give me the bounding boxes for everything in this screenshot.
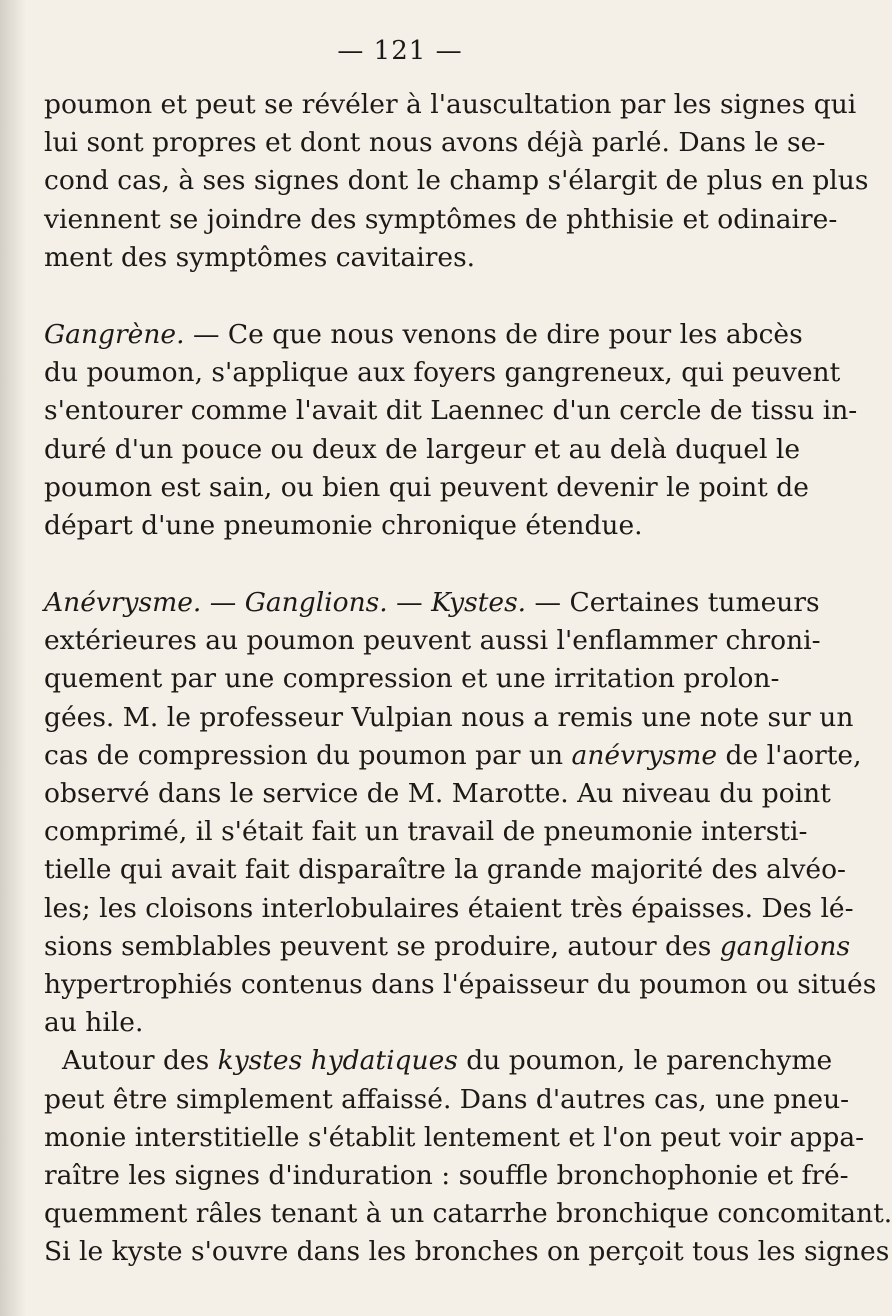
text-line	[44, 737, 862, 775]
text-run: —	[201, 587, 245, 619]
page-number: — 121 —	[337, 36, 463, 66]
text-line: comprimé, il s'était fait un travail de pneumonie intersti-	[44, 816, 808, 848]
section-heading-gangrene: Gangrène.	[44, 318, 185, 350]
text-line: cond cas, à ses signes dont le champ s'élargit de plus en plus	[44, 165, 869, 197]
text-line	[44, 928, 851, 966]
text-line	[44, 1042, 833, 1080]
text-line	[44, 316, 803, 354]
paragraph-gap	[44, 277, 766, 316]
text-run: Autour des	[62, 1045, 218, 1077]
paragraph-anevrysme	[44, 584, 877, 1042]
text-line: quemment râles tenant à un catarrhe bronchique concomitant.	[44, 1198, 892, 1230]
text-run: du poumon, le parenchyme	[457, 1045, 833, 1077]
body-text	[44, 86, 892, 1271]
section-heading-ganglions: Ganglions.	[244, 587, 388, 619]
text-line: départ d'une pneumonie chronique étendue.	[44, 509, 643, 541]
paragraph-kystes-hydatiques	[44, 1042, 892, 1271]
text-line: raître les signes d'induration : souffle bronchophonie et fré-	[44, 1159, 849, 1191]
binding-shadow	[0, 0, 26, 1316]
emphasis-kystes-hydatiques: kystes hydatiques	[217, 1045, 458, 1077]
text-line	[44, 584, 820, 622]
section-heading-anevrysme: Anévrysme.	[44, 587, 202, 619]
text-line: hypertrophiés contenus dans l'épaisseur du poumon ou situés	[44, 968, 877, 1000]
text-run: —	[387, 587, 432, 619]
text-line: poumon est sain, ou bien qui peuvent devenir le point de	[44, 471, 809, 503]
text-run: sions semblables peuvent se produire, autour des	[44, 930, 720, 962]
text-line: lui sont propres et dont nous avons déjà parlé. Dans le se-	[44, 127, 826, 159]
paragraph-gap	[44, 545, 766, 584]
text-run: — Ce que nous venons de dire pour les abcès	[184, 318, 803, 350]
text-line: observé dans le service de M. Marotte. Au niveau du point	[44, 778, 831, 809]
text-line: les; les cloisons interlobulaires étaient très épaisses. Des lé-	[44, 892, 854, 924]
text-line: au hile.	[44, 1007, 144, 1039]
text-line: tielle qui avait fait disparaître la grande majorité des alvéo-	[44, 854, 847, 886]
text-run: cas de compression du poumon par un	[44, 739, 572, 771]
text-run: — Certaines tumeurs	[526, 587, 820, 619]
text-run: de l'aorte,	[717, 739, 862, 771]
text-line: s'entourer comme l'avait dit Laennec d'un cercle de tissu in-	[44, 395, 858, 427]
text-line: Si le kyste s'ouvre dans les bronches on perçoit tous les signes	[44, 1236, 890, 1268]
text-line: duré d'un pouce ou deux de largeur et au delà duquel le	[44, 433, 801, 465]
text-line: ment des symptômes cavitaires.	[44, 241, 476, 273]
text-line: viennent se joindre des symptômes de phthisie et odinaire-	[44, 203, 838, 235]
text-line: du poumon, s'applique aux foyers gangreneux, qui peuvent	[44, 357, 841, 389]
text-line: quement par une compression et une irritation prolon-	[44, 663, 780, 695]
paragraph-1	[44, 86, 869, 277]
text-line: peut être simplement affaissé. Dans d'autres cas, une pneu-	[44, 1083, 850, 1115]
text-line: extérieures au poumon peuvent aussi l'enflammer chroni-	[44, 625, 821, 657]
paragraph-gangrene	[44, 316, 858, 545]
text-line: monie interstitielle s'établit lentement et l'on peut voir appa-	[44, 1121, 865, 1153]
section-heading-kystes: Kystes.	[431, 587, 527, 619]
text-line: poumon et peut se révéler à l'auscultation par les signes qui	[44, 89, 857, 120]
text-line: gées. M. le professeur Vulpian nous a remis une note sur un	[44, 701, 854, 733]
emphasis-anevrysme: anévrysme	[571, 739, 718, 771]
emphasis-ganglions: ganglions	[719, 930, 851, 962]
